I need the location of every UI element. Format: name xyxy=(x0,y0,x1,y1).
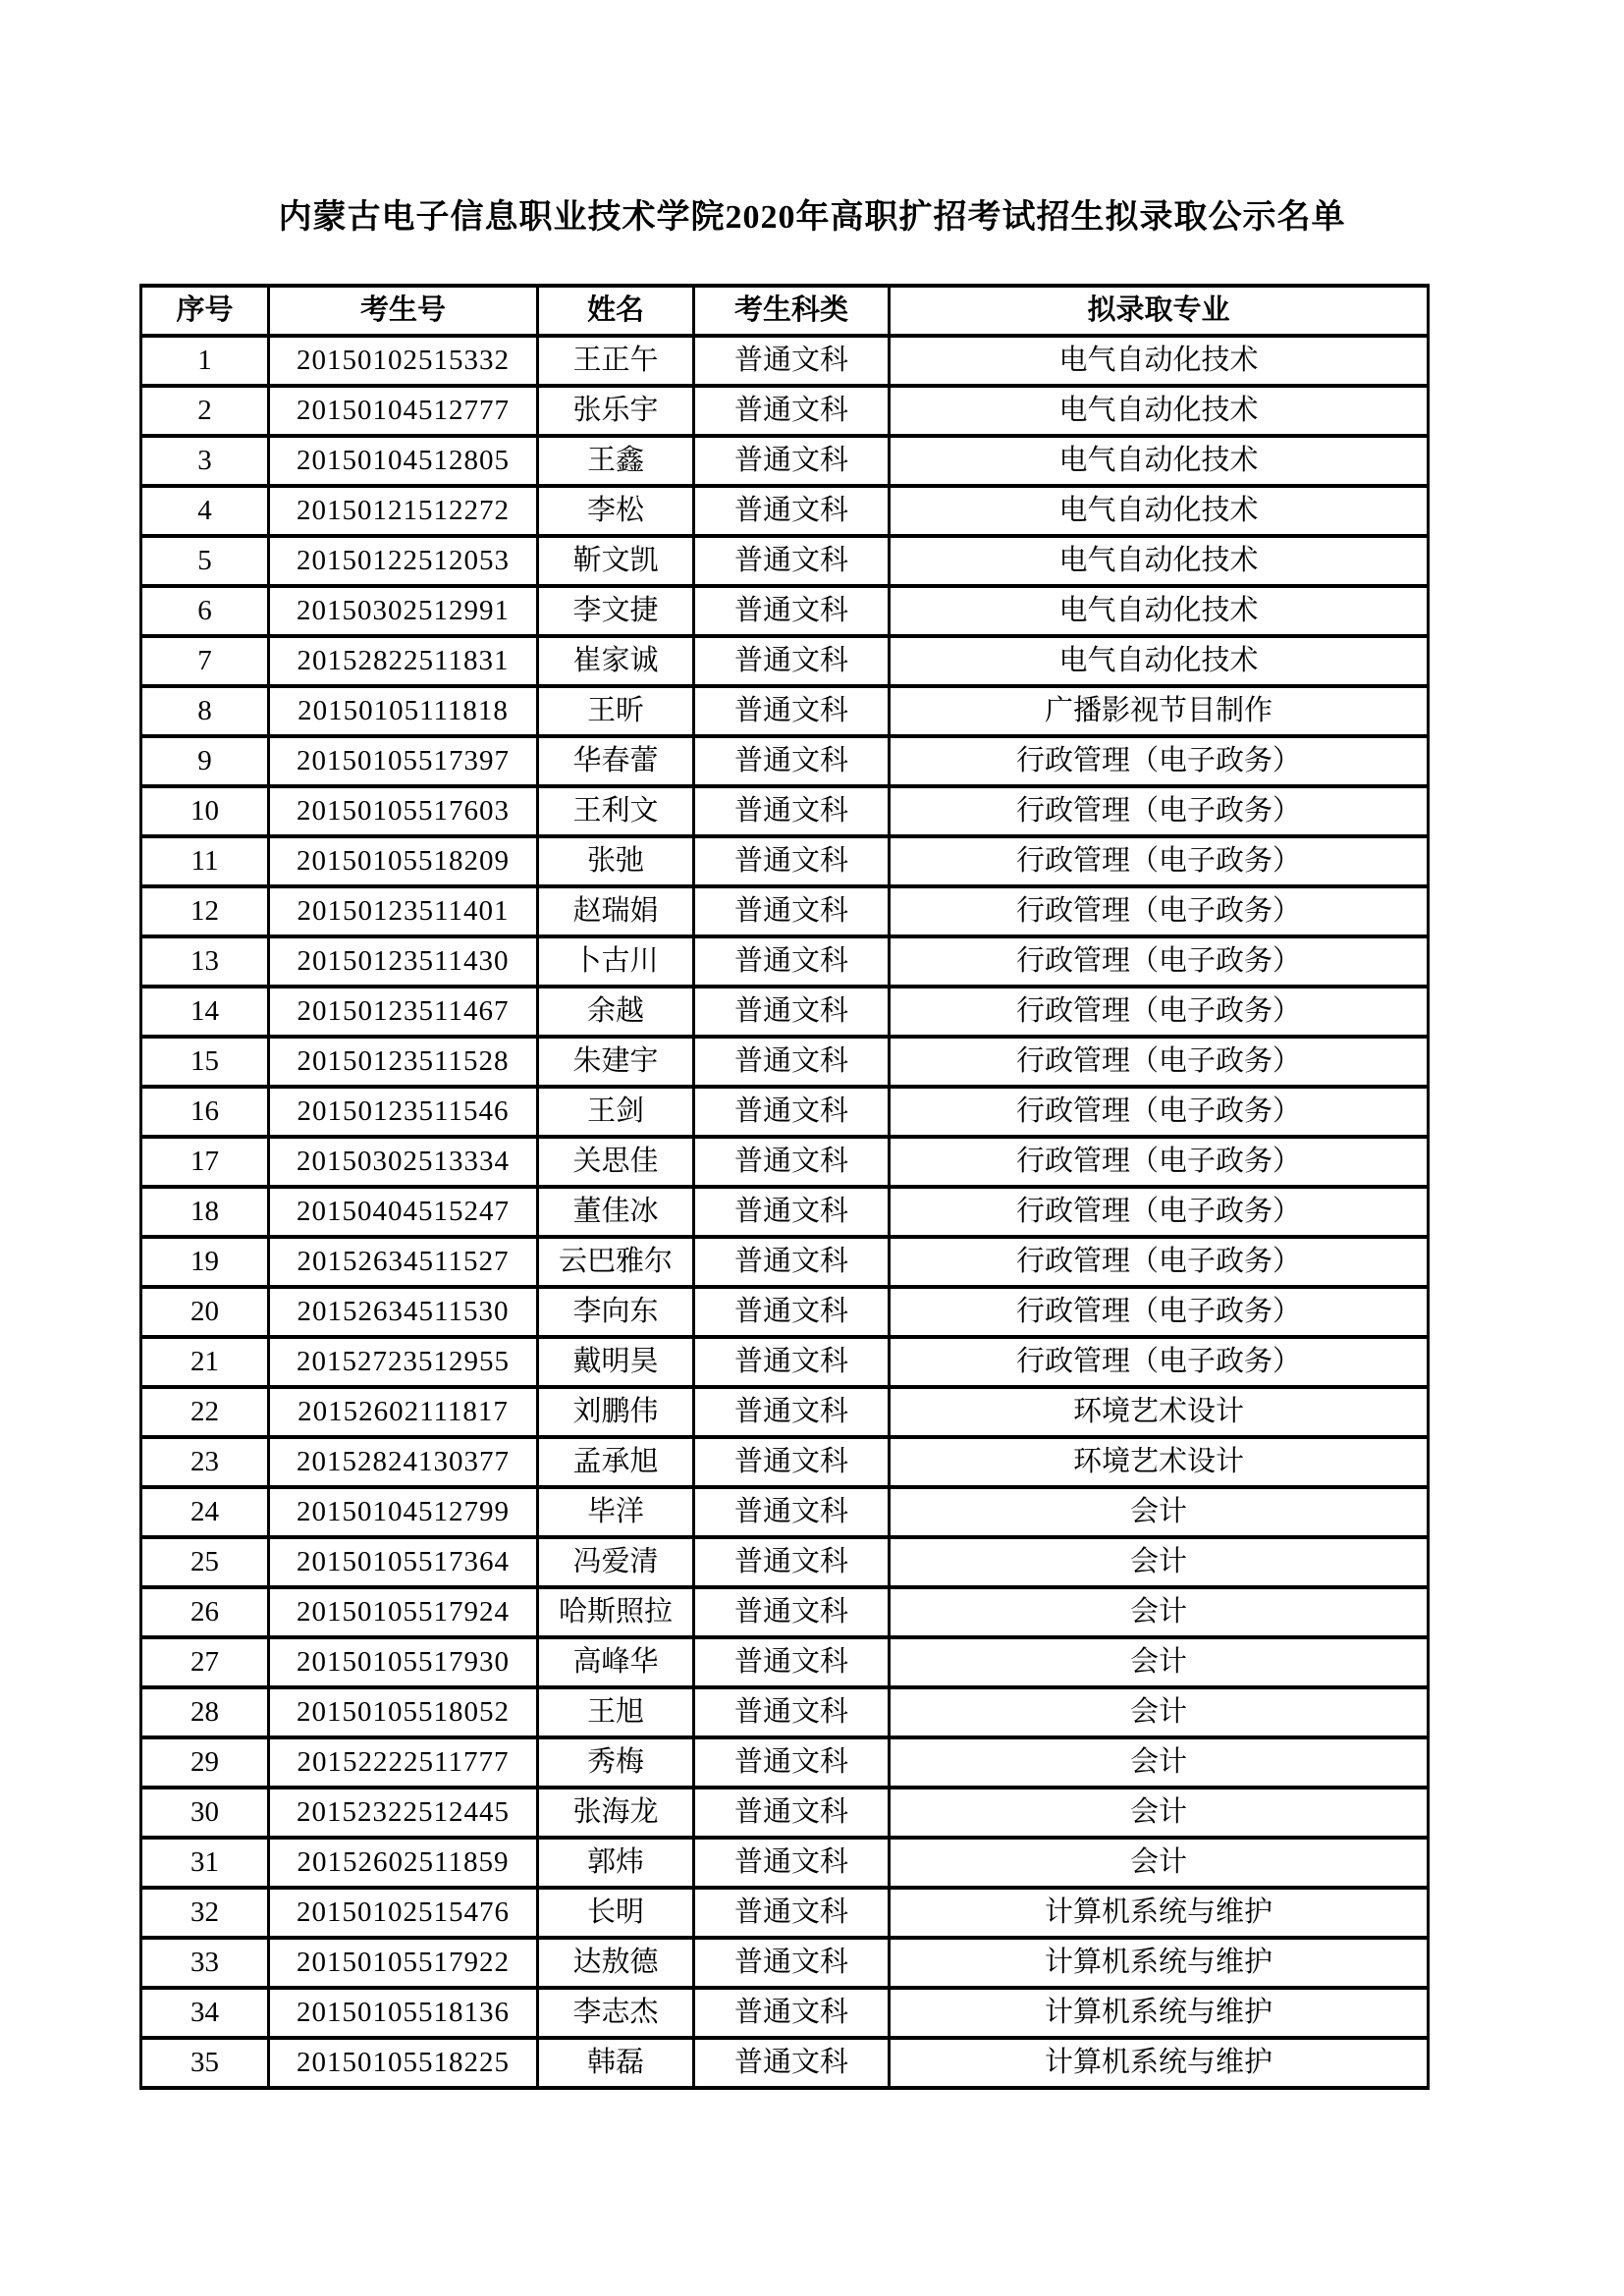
cell-candidate-number: 20152634511530 xyxy=(269,1287,538,1337)
cell-major: 行政管理（电子政务） xyxy=(890,886,1429,936)
cell-category: 普通文科 xyxy=(694,1788,890,1838)
table-body xyxy=(141,336,1429,2088)
cell-name: 毕洋 xyxy=(538,1487,694,1537)
cell-index: 17 xyxy=(141,1137,269,1187)
cell-major: 行政管理（电子政务） xyxy=(890,1287,1429,1337)
cell-name: 李文捷 xyxy=(538,586,694,636)
table-row xyxy=(141,836,1429,886)
table-row xyxy=(141,786,1429,836)
cell-candidate-number: 20150302513334 xyxy=(269,1137,538,1187)
table-row xyxy=(141,386,1429,436)
table-row xyxy=(141,486,1429,536)
cell-major: 行政管理（电子政务） xyxy=(890,786,1429,836)
cell-category: 普通文科 xyxy=(694,536,890,586)
cell-name: 孟承旭 xyxy=(538,1437,694,1487)
page-title: 内蒙古电子信息职业技术学院2020年高职扩招考试招生拟录取公示名单 xyxy=(278,199,1346,236)
cell-candidate-number: 20150302512991 xyxy=(269,586,538,636)
cell-index: 9 xyxy=(141,736,269,786)
cell-candidate-number: 20152602511859 xyxy=(269,1838,538,1888)
cell-category: 普通文科 xyxy=(694,1437,890,1487)
table-header-row xyxy=(141,286,1429,336)
cell-index: 7 xyxy=(141,636,269,686)
cell-category: 普通文科 xyxy=(694,786,890,836)
cell-candidate-number: 20152634511527 xyxy=(269,1237,538,1287)
cell-category: 普通文科 xyxy=(694,1187,890,1237)
table-row xyxy=(141,636,1429,686)
cell-name: 余越 xyxy=(538,987,694,1037)
cell-index: 20 xyxy=(141,1287,269,1337)
table-row xyxy=(141,1988,1429,2038)
cell-major: 会计 xyxy=(890,1737,1429,1788)
cell-candidate-number: 20152222511777 xyxy=(269,1737,538,1788)
cell-candidate-number: 20150123511467 xyxy=(269,987,538,1037)
cell-major: 广播影视节目制作 xyxy=(890,686,1429,736)
cell-category: 普通文科 xyxy=(694,936,890,987)
cell-major: 行政管理（电子政务） xyxy=(890,1137,1429,1187)
cell-major: 行政管理（电子政务） xyxy=(890,936,1429,987)
cell-category: 普通文科 xyxy=(694,1337,890,1387)
cell-major: 行政管理（电子政务） xyxy=(890,1337,1429,1387)
cell-candidate-number: 20150104512799 xyxy=(269,1487,538,1537)
cell-name: 卜古川 xyxy=(538,936,694,987)
table-row xyxy=(141,1587,1429,1637)
cell-category: 普通文科 xyxy=(694,987,890,1037)
cell-candidate-number: 20150104512777 xyxy=(269,386,538,436)
cell-index: 11 xyxy=(141,836,269,886)
table-row xyxy=(141,1687,1429,1737)
cell-name: 王剑 xyxy=(538,1087,694,1137)
cell-candidate-number: 20150104512805 xyxy=(269,436,538,486)
column-header: 拟录取专业 xyxy=(890,286,1429,336)
cell-index: 3 xyxy=(141,436,269,486)
cell-candidate-number: 20150105518209 xyxy=(269,836,538,886)
cell-candidate-number: 20152723512955 xyxy=(269,1337,538,1387)
table-row xyxy=(141,1537,1429,1587)
cell-index: 18 xyxy=(141,1187,269,1237)
table-row xyxy=(141,1788,1429,1838)
cell-major: 计算机系统与维护 xyxy=(890,2038,1429,2088)
cell-name: 董佳冰 xyxy=(538,1187,694,1237)
cell-category: 普通文科 xyxy=(694,886,890,936)
cell-index: 5 xyxy=(141,536,269,586)
cell-candidate-number: 20150105517397 xyxy=(269,736,538,786)
cell-candidate-number: 20150102515476 xyxy=(269,1888,538,1938)
cell-major: 计算机系统与维护 xyxy=(890,1888,1429,1938)
cell-index: 33 xyxy=(141,1938,269,1988)
cell-major: 行政管理（电子政务） xyxy=(890,836,1429,886)
cell-category: 普通文科 xyxy=(694,686,890,736)
cell-major: 环境艺术设计 xyxy=(890,1437,1429,1487)
cell-index: 31 xyxy=(141,1838,269,1888)
table-row xyxy=(141,1888,1429,1938)
cell-candidate-number: 20150123511401 xyxy=(269,886,538,936)
cell-major: 电气自动化技术 xyxy=(890,486,1429,536)
cell-name: 张乐宇 xyxy=(538,386,694,436)
cell-category: 普通文科 xyxy=(694,436,890,486)
table-row xyxy=(141,586,1429,636)
cell-category: 普通文科 xyxy=(694,1637,890,1687)
cell-major: 行政管理（电子政务） xyxy=(890,987,1429,1037)
cell-name: 戴明昊 xyxy=(538,1337,694,1387)
cell-index: 19 xyxy=(141,1237,269,1287)
cell-candidate-number: 20150105517924 xyxy=(269,1587,538,1637)
cell-index: 12 xyxy=(141,886,269,936)
cell-candidate-number: 20150105517364 xyxy=(269,1537,538,1587)
cell-name: 高峰华 xyxy=(538,1637,694,1687)
cell-category: 普通文科 xyxy=(694,1287,890,1337)
cell-major: 电气自动化技术 xyxy=(890,336,1429,386)
cell-major: 会计 xyxy=(890,1587,1429,1637)
cell-category: 普通文科 xyxy=(694,1037,890,1087)
cell-index: 29 xyxy=(141,1737,269,1788)
cell-candidate-number: 20150122512053 xyxy=(269,536,538,586)
cell-category: 普通文科 xyxy=(694,1737,890,1788)
cell-index: 4 xyxy=(141,486,269,536)
cell-index: 16 xyxy=(141,1087,269,1137)
table-row xyxy=(141,2038,1429,2088)
table-row xyxy=(141,987,1429,1037)
cell-candidate-number: 20150123511528 xyxy=(269,1037,538,1087)
cell-name: 李向东 xyxy=(538,1287,694,1337)
cell-candidate-number: 20150105517930 xyxy=(269,1637,538,1687)
column-header: 考生科类 xyxy=(694,286,890,336)
cell-name: 赵瑞娟 xyxy=(538,886,694,936)
table-row xyxy=(141,1287,1429,1337)
cell-index: 13 xyxy=(141,936,269,987)
cell-name: 刘鹏伟 xyxy=(538,1387,694,1437)
table-row xyxy=(141,1337,1429,1387)
cell-candidate-number: 20152824130377 xyxy=(269,1437,538,1487)
cell-name: 长明 xyxy=(538,1888,694,1938)
cell-index: 15 xyxy=(141,1037,269,1087)
cell-name: 哈斯照拉 xyxy=(538,1587,694,1637)
cell-index: 25 xyxy=(141,1537,269,1587)
cell-major: 电气自动化技术 xyxy=(890,386,1429,436)
cell-name: 王旭 xyxy=(538,1687,694,1737)
admission-table xyxy=(139,284,1430,2090)
column-header: 考生号 xyxy=(269,286,538,336)
cell-candidate-number: 20150121512272 xyxy=(269,486,538,536)
column-header: 序号 xyxy=(141,286,269,336)
cell-index: 14 xyxy=(141,987,269,1037)
cell-name: 冯爱清 xyxy=(538,1537,694,1587)
cell-index: 23 xyxy=(141,1437,269,1487)
table-row xyxy=(141,1387,1429,1437)
cell-category: 普通文科 xyxy=(694,1387,890,1437)
cell-name: 达敖德 xyxy=(538,1938,694,1988)
cell-major: 会计 xyxy=(890,1487,1429,1537)
cell-index: 26 xyxy=(141,1587,269,1637)
cell-major: 行政管理（电子政务） xyxy=(890,1087,1429,1137)
cell-name: 张弛 xyxy=(538,836,694,886)
cell-category: 普通文科 xyxy=(694,586,890,636)
cell-index: 21 xyxy=(141,1337,269,1387)
cell-candidate-number: 20150404515247 xyxy=(269,1187,538,1237)
cell-category: 普通文科 xyxy=(694,1838,890,1888)
cell-index: 32 xyxy=(141,1888,269,1938)
table-head xyxy=(141,286,1429,336)
cell-index: 27 xyxy=(141,1637,269,1687)
cell-name: 张海龙 xyxy=(538,1788,694,1838)
cell-major: 行政管理（电子政务） xyxy=(890,1187,1429,1237)
cell-category: 普通文科 xyxy=(694,1988,890,2038)
table-row xyxy=(141,1487,1429,1537)
cell-major: 会计 xyxy=(890,1838,1429,1888)
cell-index: 6 xyxy=(141,586,269,636)
table-row xyxy=(141,1237,1429,1287)
cell-candidate-number: 20152822511831 xyxy=(269,636,538,686)
cell-candidate-number: 20150105518052 xyxy=(269,1687,538,1737)
cell-name: 王利文 xyxy=(538,786,694,836)
cell-index: 24 xyxy=(141,1487,269,1537)
cell-major: 电气自动化技术 xyxy=(890,436,1429,486)
cell-category: 普通文科 xyxy=(694,1587,890,1637)
cell-name: 王昕 xyxy=(538,686,694,736)
cell-major: 电气自动化技术 xyxy=(890,636,1429,686)
cell-index: 10 xyxy=(141,786,269,836)
cell-name: 朱建宇 xyxy=(538,1037,694,1087)
cell-major: 行政管理（电子政务） xyxy=(890,1237,1429,1287)
cell-name: 王鑫 xyxy=(538,436,694,486)
table-row xyxy=(141,536,1429,586)
cell-index: 22 xyxy=(141,1387,269,1437)
table-row xyxy=(141,1938,1429,1988)
cell-category: 普通文科 xyxy=(694,336,890,386)
cell-major: 会计 xyxy=(890,1687,1429,1737)
cell-candidate-number: 20150102515332 xyxy=(269,336,538,386)
cell-category: 普通文科 xyxy=(694,486,890,536)
table-row xyxy=(141,1637,1429,1687)
cell-category: 普通文科 xyxy=(694,2038,890,2088)
table-row xyxy=(141,1437,1429,1487)
cell-candidate-number: 20150123511430 xyxy=(269,936,538,987)
cell-category: 普通文科 xyxy=(694,1087,890,1137)
cell-candidate-number: 20150105518136 xyxy=(269,1988,538,2038)
cell-major: 电气自动化技术 xyxy=(890,536,1429,586)
cell-category: 普通文科 xyxy=(694,386,890,436)
cell-index: 2 xyxy=(141,386,269,436)
cell-category: 普通文科 xyxy=(694,1938,890,1988)
cell-major: 计算机系统与维护 xyxy=(890,1988,1429,2038)
table-row xyxy=(141,1037,1429,1087)
cell-name: 关思佳 xyxy=(538,1137,694,1187)
table-row xyxy=(141,1087,1429,1137)
cell-name: 郭炜 xyxy=(538,1838,694,1888)
cell-category: 普通文科 xyxy=(694,1137,890,1187)
cell-index: 30 xyxy=(141,1788,269,1838)
cell-name: 王正午 xyxy=(538,336,694,386)
cell-category: 普通文科 xyxy=(694,1237,890,1287)
cell-category: 普通文科 xyxy=(694,1487,890,1537)
table-row xyxy=(141,936,1429,987)
table-row xyxy=(141,436,1429,486)
cell-candidate-number: 20150105517603 xyxy=(269,786,538,836)
cell-major: 电气自动化技术 xyxy=(890,586,1429,636)
table-row xyxy=(141,336,1429,386)
table-row xyxy=(141,736,1429,786)
cell-major: 会计 xyxy=(890,1537,1429,1587)
cell-candidate-number: 20152322512445 xyxy=(269,1788,538,1838)
cell-major: 计算机系统与维护 xyxy=(890,1938,1429,1988)
cell-name: 韩磊 xyxy=(538,2038,694,2088)
cell-index: 34 xyxy=(141,1988,269,2038)
column-header: 姓名 xyxy=(538,286,694,336)
table-row xyxy=(141,1838,1429,1888)
cell-major: 会计 xyxy=(890,1788,1429,1838)
cell-index: 8 xyxy=(141,686,269,736)
cell-category: 普通文科 xyxy=(694,636,890,686)
cell-category: 普通文科 xyxy=(694,836,890,886)
cell-index: 35 xyxy=(141,2038,269,2088)
cell-candidate-number: 20150105111818 xyxy=(269,686,538,736)
cell-category: 普通文科 xyxy=(694,736,890,786)
table-row xyxy=(141,1137,1429,1187)
table-row xyxy=(141,686,1429,736)
cell-major: 会计 xyxy=(890,1637,1429,1687)
cell-category: 普通文科 xyxy=(694,1888,890,1938)
table-row xyxy=(141,1187,1429,1237)
cell-name: 靳文凯 xyxy=(538,536,694,586)
cell-name: 华春蕾 xyxy=(538,736,694,786)
cell-candidate-number: 20152602111817 xyxy=(269,1387,538,1437)
cell-name: 崔家诚 xyxy=(538,636,694,686)
cell-name: 李松 xyxy=(538,486,694,536)
cell-name: 秀梅 xyxy=(538,1737,694,1788)
cell-category: 普通文科 xyxy=(694,1537,890,1587)
table-row xyxy=(141,886,1429,936)
cell-candidate-number: 20150123511546 xyxy=(269,1087,538,1137)
cell-index: 1 xyxy=(141,336,269,386)
table-row xyxy=(141,1737,1429,1788)
cell-name: 云巴雅尔 xyxy=(538,1237,694,1287)
cell-candidate-number: 20150105518225 xyxy=(269,2038,538,2088)
cell-category: 普通文科 xyxy=(694,1687,890,1737)
cell-major: 行政管理（电子政务） xyxy=(890,736,1429,786)
cell-major: 行政管理（电子政务） xyxy=(890,1037,1429,1087)
cell-name: 李志杰 xyxy=(538,1988,694,2038)
cell-candidate-number: 20150105517922 xyxy=(269,1938,538,1988)
cell-major: 环境艺术设计 xyxy=(890,1387,1429,1437)
cell-index: 28 xyxy=(141,1687,269,1737)
